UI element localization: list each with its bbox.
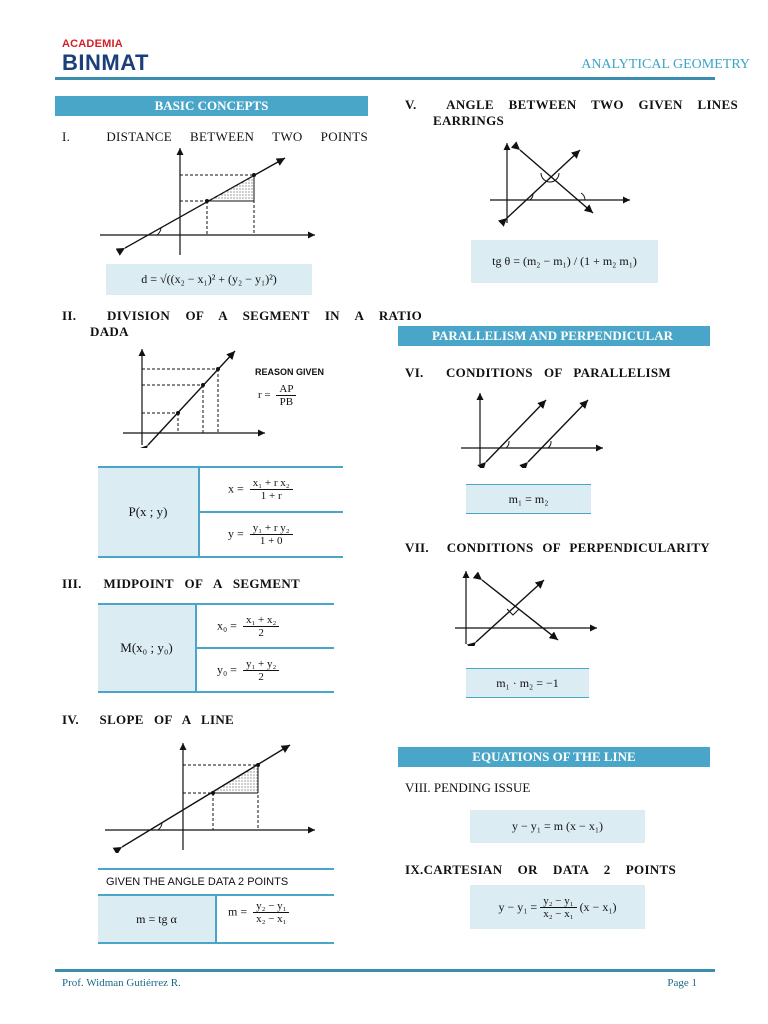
section-2-heading: II. DIVISION OF A SEGMENT IN A RATIO — [62, 308, 422, 323]
distance-formula: d = √((x₂ − x₁)² + (y₂ − y₁)²) — [106, 264, 312, 295]
footer-author: Prof. Widman Gutiérrez R. — [62, 977, 181, 989]
footer-rule — [55, 969, 715, 972]
slope-table — [98, 868, 334, 944]
parallel-diagram — [458, 388, 608, 468]
section-6-heading: VI. CONDITIONS OF PARALLELISM — [405, 365, 671, 380]
angle-formula: tg θ = (m₂ − m₁) / (1 + m₂ m₁) — [471, 240, 658, 283]
midpoint-y-formula: y₀ = $\frac{\text{y₁ + y₂}}{2}$ — [196, 648, 334, 692]
section-4-heading: IV. SLOPE OF A LINE — [62, 712, 235, 727]
division-y-formula: y = $\frac{\text{y₁ + r y₂}}{1 + 0}$ — [199, 512, 343, 557]
band-equations: EQUATIONS OF THE LINE — [398, 747, 710, 767]
angle-diagram — [485, 138, 635, 228]
division-table — [98, 466, 343, 558]
section-3-heading: III. MIDPOINT OF A SEGMENT — [62, 576, 300, 591]
reason-given-label: REASON GIVEN — [255, 367, 325, 377]
distance-diagram — [95, 140, 320, 258]
band-parallelism: PARALLELISM AND PERPENDICULAR — [398, 326, 710, 346]
section-1-title: DISTANCE BETWEEN TWO POINTS — [106, 129, 368, 144]
perpendicular-diagram — [452, 566, 602, 646]
slope-diagram — [100, 735, 320, 853]
logo-academia: ACADEMIA — [62, 38, 123, 50]
midpoint-table — [98, 603, 334, 693]
perpendicular-formula: m₁ · m₂ = −1 — [466, 668, 589, 698]
slope-caption: GIVEN THE ANGLE DATA 2 POINTS — [106, 876, 289, 888]
midpoint-x-formula: x₀ = $\frac{\text{x₁ + x₂}}{2}$ — [196, 604, 334, 648]
parallel-formula: m₁ = m₂ — [466, 484, 591, 514]
section-1-heading: I. DISTANCE BETWEEN TWO POINTS — [62, 129, 368, 144]
slope-points-formula: m = $\frac{\text{y₂ − y₁}}{\text{x₂ − x₁}}$ — [228, 900, 292, 925]
section-7-heading: VII. CONDITIONS OF PERPENDICULARITY — [405, 540, 710, 555]
page-title: ANALYTICAL GEOMETRY — [581, 57, 750, 72]
section-8-heading: VIII. PENDING ISSUE — [405, 780, 531, 795]
logo-binmat: BINMAT — [62, 50, 149, 75]
section-5-heading: V. ANGLE BETWEEN TWO GIVEN LINES — [405, 97, 738, 112]
slope-angle-formula: m = tg α — [98, 896, 217, 942]
ratio-formula: r = $\frac{AP}{PB}$ — [258, 383, 299, 408]
section-5-heading-cont: EARRINGS — [433, 113, 505, 128]
cartesian-formula: y − y₁ = $\frac{\text{y₂ − y₁}}{\text{x₂ − x₁}}$ (x − x₁) — [470, 885, 645, 929]
division-x-formula: x = $\frac{\text{x₁ + r x₂}}{1 + r}$ — [199, 467, 343, 512]
pending-formula: y − y₁ = m (x − x₁) — [470, 810, 645, 843]
midpoint-point-label: M(x₀ ; y₀) — [98, 604, 196, 692]
footer-page-number: Page 1 — [667, 977, 697, 989]
section-9-heading: IX.CARTESIAN OR DATA 2 POINTS — [405, 862, 676, 877]
header-rule — [55, 77, 715, 80]
division-diagram — [120, 345, 270, 448]
division-point-label: P(x ; y) — [98, 467, 199, 557]
band-basic-concepts: BASIC CONCEPTS — [55, 96, 368, 116]
section-2-heading-cont: DADA — [90, 324, 129, 339]
